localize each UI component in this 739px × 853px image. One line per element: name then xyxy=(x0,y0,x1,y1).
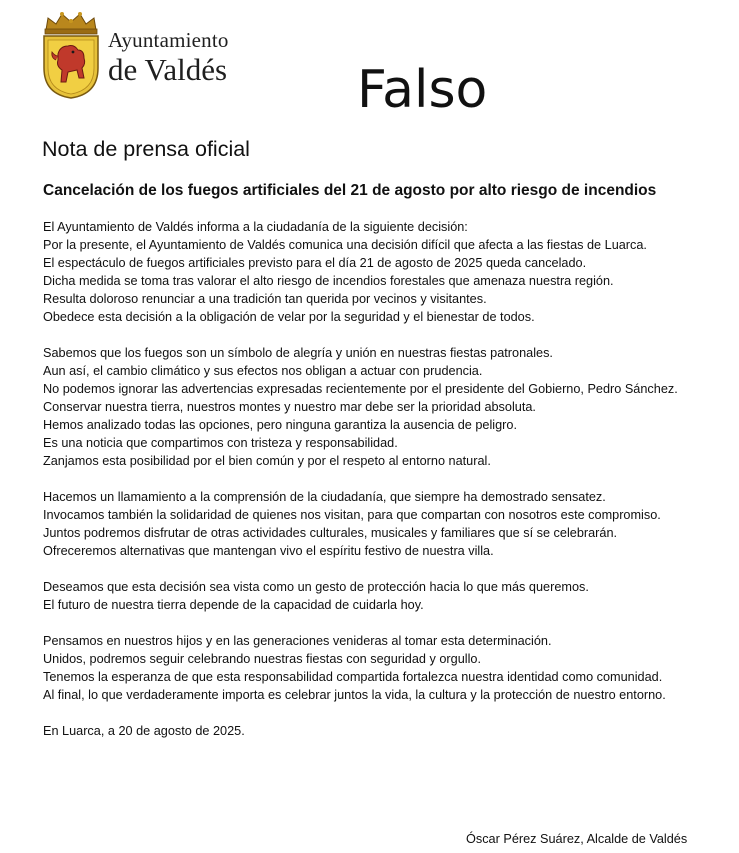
organization-name xyxy=(108,30,229,85)
text-line: Conservar nuestra tierra, nuestros montes y nuestro mar debe ser la prioridad absoluta. xyxy=(43,400,536,414)
text-line: Al final, lo que verdaderamente importa es celebrar juntos la vida, la cultura y la protección de nuestro entorno. xyxy=(43,688,666,702)
text-line: Zanjamos esta posibilidad por el bien común y por el respeto al entorno natural. xyxy=(43,454,491,468)
organization-name-line2: de Valdés xyxy=(108,52,228,87)
press-release-body xyxy=(43,218,733,740)
text-line: El futuro de nuestra tierra depende de la capacidad de cuidarla hoy. xyxy=(43,598,424,612)
organization-name-line1: Ayuntamiento xyxy=(108,28,229,52)
text-line: Obedece esta decisión a la obligación de velar por la seguridad y el bienestar de todos. xyxy=(43,310,535,324)
text-line: Deseamos que esta decisión sea vista como un gesto de protección hacia lo que más queremos. xyxy=(43,580,589,594)
text-line: Hemos analizado todas las opciones, pero ninguna garantiza la ausencia de peligro. xyxy=(43,418,517,432)
fake-label-stamp: Falso xyxy=(357,60,488,120)
signature: Óscar Pérez Suárez, Alcalde de Valdés xyxy=(466,832,688,846)
coat-of-arms-logo xyxy=(40,10,102,100)
paragraph-5 xyxy=(43,632,733,704)
paragraph-1 xyxy=(43,236,733,326)
text-line: Aun así, el cambio climático y sus efectos nos obligan a actuar con prudencia. xyxy=(43,364,483,378)
headline: Cancelación de los fuegos artificiales del 21 de agosto por alto riesgo de incendios xyxy=(43,182,657,199)
text-line: Es una noticia que compartimos con tristeza y responsabilidad. xyxy=(43,436,398,450)
text-line: Por la presente, el Ayuntamiento de Valdés comunica una decisión difícil que afecta a las fiestas de Luarca. xyxy=(43,238,647,252)
text-line: El espectáculo de fuegos artificiales previsto para el día 21 de agosto de 2025 queda cancelado. xyxy=(43,256,587,270)
paragraph-3 xyxy=(43,488,733,560)
intro-line: El Ayuntamiento de Valdés informa a la ciudadanía de la siguiente decisión: xyxy=(43,220,468,234)
text-line: Ofreceremos alternativas que mantengan vivo el espíritu festivo de nuestra villa. xyxy=(43,544,494,558)
press-release-label: Nota de prensa oficial xyxy=(42,137,250,161)
paragraph-2 xyxy=(43,344,733,470)
text-line: Pensamos en nuestros hijos y en las generaciones venideras al tomar esta determinación. xyxy=(43,634,552,648)
text-line: Unidos, podremos seguir celebrando nuestras fiestas con seguridad y orgullo. xyxy=(43,652,481,666)
text-line: Hacemos un llamamiento a la comprensión de la ciudadanía, que siempre ha demostrado sensatez. xyxy=(43,490,606,504)
text-line: Dicha medida se toma tras valorar el alto riesgo de incendios forestales que amenaza nuestra región. xyxy=(43,274,614,288)
text-line: Tenemos la esperanza de que esta responsabilidad compartida fortalezca nuestra identidad como comunidad. xyxy=(43,670,663,684)
text-line: Invocamos también la solidaridad de quienes nos visitan, para que compartan con nosotros este compromiso. xyxy=(43,508,661,522)
text-line: Sabemos que los fuegos son un símbolo de alegría y unión en nuestras fiestas patronales. xyxy=(43,346,553,360)
text-line: Juntos podremos disfrutar de otras actividades culturales, musicales y familiares que sí se celebrarán. xyxy=(43,526,618,540)
text-line: Resulta doloroso renunciar a una tradición tan querida por vecinos y visitantes. xyxy=(43,292,487,306)
closing-line: En Luarca, a 20 de agosto de 2025. xyxy=(43,724,245,738)
text-line: No podemos ignorar las advertencias expresadas recientemente por el presidente del Gobierno, Pedro Sánchez. xyxy=(43,382,678,396)
paragraph-4 xyxy=(43,578,733,614)
